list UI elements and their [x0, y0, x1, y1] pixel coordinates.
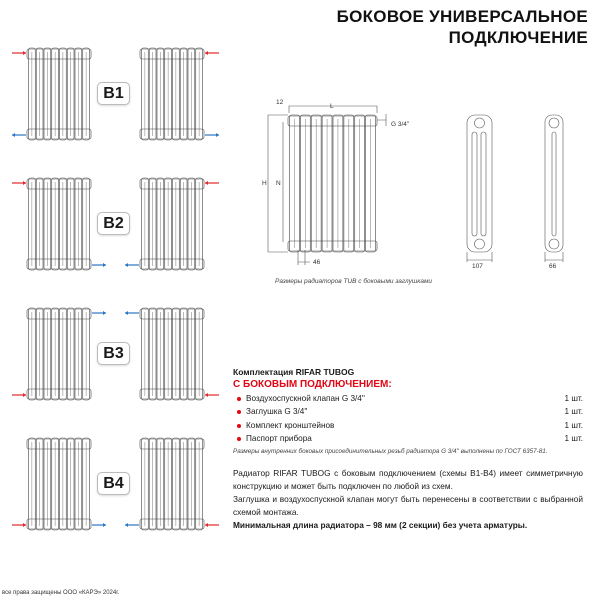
scheme-label: B3 [97, 342, 130, 365]
kit-item [233, 432, 583, 445]
return-arrow-icon [92, 311, 106, 315]
dim-H: H [262, 180, 267, 187]
scheme-label: B4 [97, 472, 130, 495]
kit-item-name: Воздухоспускной клапан G 3/4'' [246, 394, 365, 404]
thread-label: G 3/4'' [391, 121, 410, 128]
dim-12: 12 [276, 99, 284, 106]
supply-arrow-icon [205, 523, 219, 527]
description-p2: Заглушка и воздухоспускной клапан могут быть перенесены в соответствии с выбранной схемой монтажа. [233, 494, 583, 517]
supply-arrow-icon [12, 523, 26, 527]
description-p1: Радиатор RIFAR TUBOG с боковым подключением (схемы B1-B4) имеет симметричную конструкцию и может быть подключен по любой из схем. [233, 468, 583, 491]
drawing-caption: Размеры радиаторов TUB с боковыми заглушками [275, 278, 433, 285]
radiator-side-view-107 [467, 115, 492, 262]
return-arrow-icon [92, 523, 106, 527]
kit-item [233, 392, 583, 405]
bullet-icon [237, 397, 241, 401]
scheme-b4 [0, 434, 230, 534]
dim-N: N [276, 180, 281, 187]
radiator-right [140, 308, 204, 400]
radiator-left [27, 438, 91, 530]
description [233, 467, 583, 532]
supply-arrow-icon [205, 393, 219, 397]
bullet-icon [237, 424, 241, 428]
dim-107: 107 [472, 263, 483, 270]
kit-note: Размеры внутренних боковых присоединительных резьб радиатора G 3/4'' выполнены по ГОСТ 6357-81. [233, 448, 548, 456]
kit-item-qty: 1 шт. [564, 434, 583, 444]
kit-item-name: Заглушка G 3/4'' [246, 407, 308, 417]
return-arrow-icon [125, 523, 139, 527]
radiator-front-view [288, 115, 377, 252]
page-title: БОКОВОЕ УНИВЕРСАЛЬНОЕ ПОДКЛЮЧЕНИЕ [336, 7, 588, 47]
kit-heading: Комплектация RIFAR TUBOG [233, 367, 355, 377]
bullet-icon [237, 410, 241, 414]
radiator-side-view-66 [545, 115, 563, 262]
radiator-right [140, 438, 204, 530]
kit-item [233, 419, 583, 432]
kit-item-qty: 1 шт. [564, 420, 583, 430]
scheme-label: B2 [97, 212, 130, 235]
scheme-b3 [0, 304, 230, 404]
kit-section [233, 367, 583, 455]
kit-item-qty: 1 шт. [564, 407, 583, 417]
bullet-icon [237, 437, 241, 441]
supply-arrow-icon [12, 393, 26, 397]
kit-item [233, 405, 583, 418]
kit-item-name: Комплект кронштейнов [246, 420, 335, 430]
dim-L: L [330, 103, 334, 110]
kit-item-qty: 1 шт. [564, 394, 583, 404]
dim-46: 46 [313, 259, 321, 266]
kit-subheading: С БОКОВЫМ ПОДКЛЮЧЕНИЕМ: [233, 379, 392, 390]
dim-66: 66 [549, 263, 557, 270]
scheme-label: B1 [97, 82, 130, 105]
kit-item-name: Паспорт прибора [246, 434, 312, 444]
copyright: все права защищены ООО «КАРЭ» 2024г. [2, 590, 120, 596]
return-arrow-icon [125, 311, 139, 315]
radiator-left [27, 308, 91, 400]
description-p3: Минимальная длина радиатора – 98 мм (2 секции) без учета арматуры. [233, 520, 528, 530]
